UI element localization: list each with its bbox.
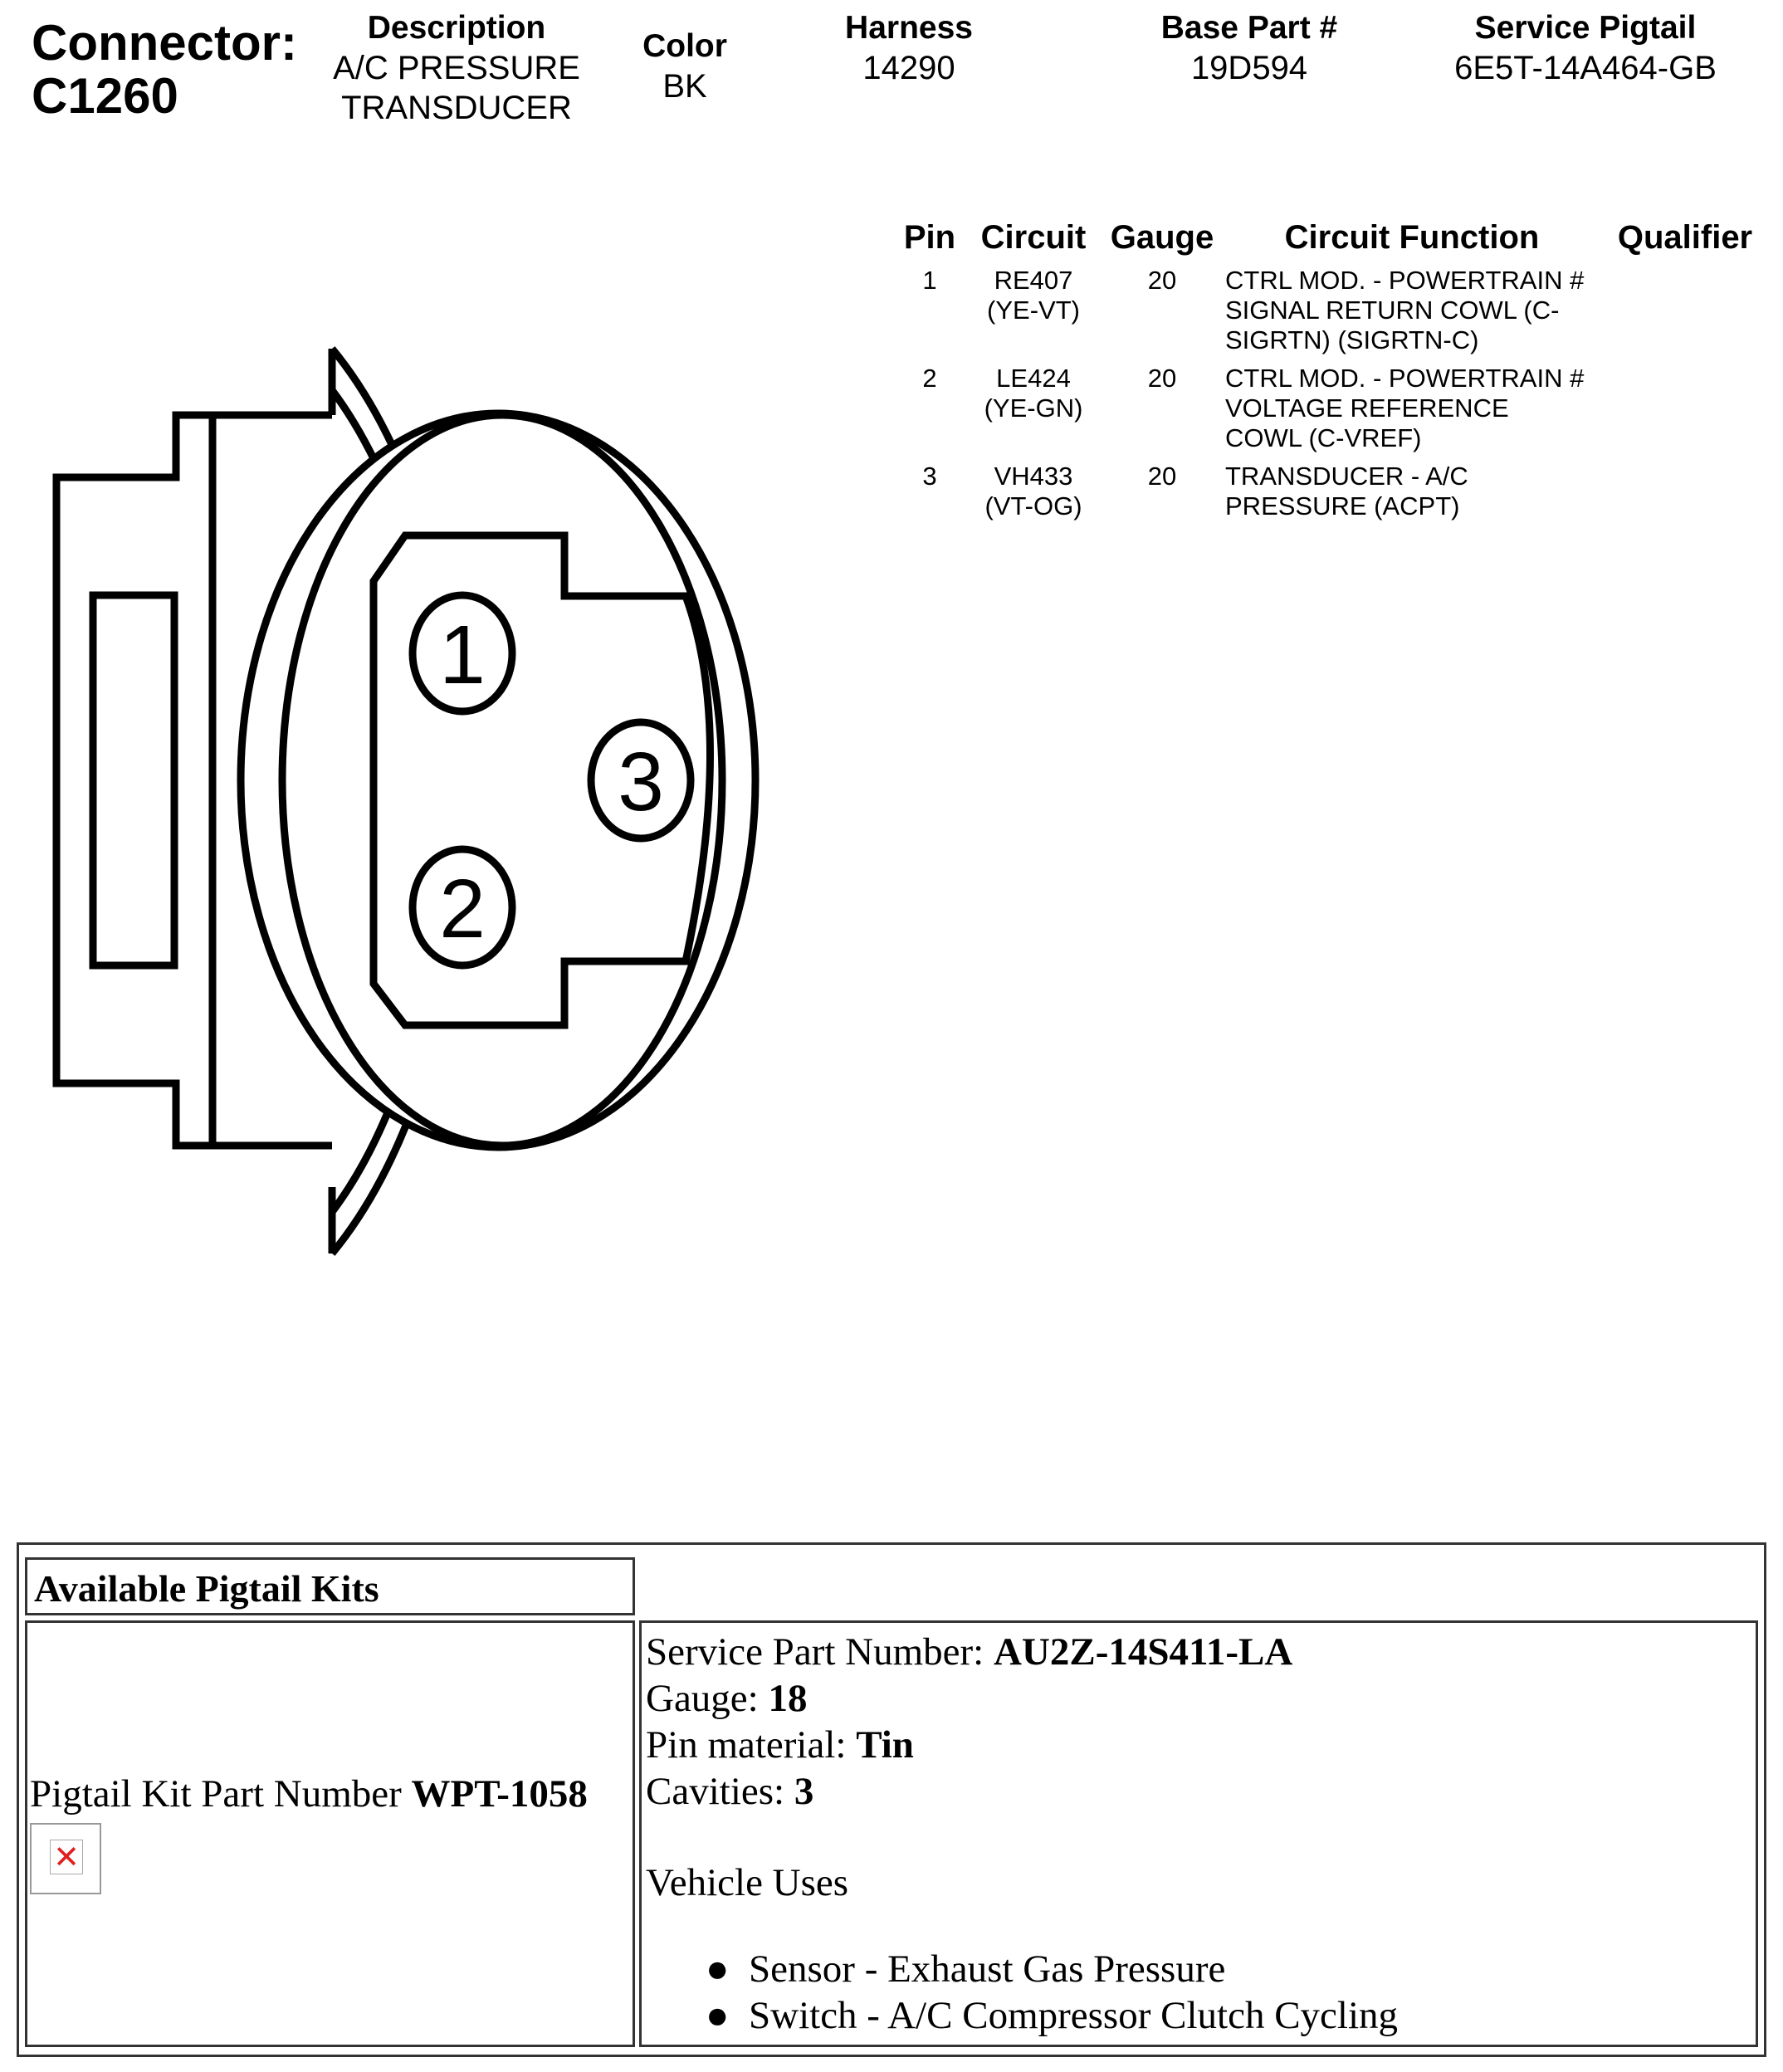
circuit-header: Circuit xyxy=(980,219,1087,256)
pin-row-3-circuit xyxy=(963,462,1104,521)
bullet-icon: ● xyxy=(706,1947,730,1991)
kit-label: Pigtail Kit Part Number xyxy=(30,1772,412,1815)
list-item: ● Switch - A/C Compressor Clutch Cycling xyxy=(706,1994,1399,2037)
description-column xyxy=(315,8,598,128)
cavities-label: Cavities: xyxy=(646,1770,794,1813)
pin-row-1-function xyxy=(1225,266,1615,355)
connector-id: C1260 xyxy=(32,68,178,124)
function-line: TRANSDUCER - A/C xyxy=(1225,462,1468,491)
function-line: CTRL MOD. - POWERTRAIN # xyxy=(1225,266,1585,295)
wire-color: (VT-OG) xyxy=(984,491,1082,520)
gauge-value: 18 xyxy=(768,1677,808,1720)
pin-row-2-function xyxy=(1225,364,1615,453)
service-pigtail-column xyxy=(1419,8,1751,88)
color-column xyxy=(614,27,755,106)
circuit-id: LE424 xyxy=(996,364,1071,393)
gauge-label: Gauge: xyxy=(646,1677,769,1720)
circuit-id: RE407 xyxy=(994,266,1073,295)
pin-row-3-function xyxy=(1225,462,1615,521)
pin-material-value: Tin xyxy=(856,1723,914,1767)
pin-material xyxy=(646,1722,914,1768)
base-part-label: Base Part # xyxy=(1160,10,1338,46)
cavity-label-1: 1 xyxy=(439,608,486,701)
bullet-icon: ● xyxy=(706,1994,730,2037)
function-line: PRESSURE (ACPT) xyxy=(1225,491,1460,520)
pin-row-3-gauge: 20 xyxy=(1147,462,1177,491)
wire-color: (YE-VT) xyxy=(987,296,1080,325)
pigtail-kit-cell xyxy=(25,1620,635,2047)
description-line-1: A/C PRESSURE xyxy=(333,50,580,86)
pin-row-3-pin: 3 xyxy=(922,462,937,491)
qualifier-header: Qualifier xyxy=(1617,219,1753,256)
function-line: CTRL MOD. - POWERTRAIN # xyxy=(1225,364,1585,393)
service-pigtail-value: 6E5T-14A464-GB xyxy=(1454,50,1717,86)
connector-label: Connector: xyxy=(32,15,297,71)
function-line: SIGNAL RETURN COWL (C- xyxy=(1225,296,1560,325)
cavities-value: 3 xyxy=(794,1770,814,1813)
pin-row-1-circuit xyxy=(963,266,1104,325)
description-label: Description xyxy=(367,10,546,46)
vehicle-uses-list xyxy=(706,1946,1398,2039)
circuit-id: VH433 xyxy=(994,462,1073,491)
wire-color: (YE-GN) xyxy=(984,393,1083,423)
function-line: COWL (C-VREF) xyxy=(1225,423,1422,452)
pigtail-kit-part-number xyxy=(30,1771,588,1816)
cavities xyxy=(646,1768,813,1815)
service-part-value: AU2Z-14S411-LA xyxy=(993,1630,1293,1674)
pin-row-1-gauge: 20 xyxy=(1147,266,1177,295)
face-outer-ring xyxy=(241,413,755,1147)
base-part-value: 19D594 xyxy=(1190,50,1308,86)
service-part-number xyxy=(646,1629,1292,1675)
latch-slot xyxy=(93,595,174,965)
circuit-function-header: Circuit Function xyxy=(1284,219,1540,256)
pin-row-1-pin: 1 xyxy=(922,266,937,295)
harness-column xyxy=(805,8,1013,88)
base-part-column xyxy=(1129,8,1370,88)
kit-number: WPT-1058 xyxy=(411,1772,588,1815)
connector-title xyxy=(32,17,297,123)
harness-value: 14290 xyxy=(862,50,955,86)
function-line: VOLTAGE REFERENCE xyxy=(1225,393,1509,423)
pin-material-label: Pin material: xyxy=(646,1723,857,1767)
description-line-2: TRANSDUCER xyxy=(341,90,572,126)
pigtail-kits-title: Available Pigtail Kits xyxy=(25,1557,635,1615)
vehicle-uses-label: Vehicle Uses xyxy=(646,1861,849,1904)
broken-image-icon: ✕ xyxy=(30,1823,101,1894)
gauge-header: Gauge xyxy=(1110,219,1214,256)
list-item: ● Sensor - Exhaust Gas Pressure xyxy=(706,1947,1226,1991)
pigtail-gauge xyxy=(646,1675,807,1722)
pin-header: Pin xyxy=(903,219,956,256)
cavity-label-2: 2 xyxy=(439,863,486,955)
color-label: Color xyxy=(642,28,727,64)
connector-face-diagram xyxy=(33,249,863,1320)
pin-row-2-pin: 2 xyxy=(922,364,937,393)
harness-label: Harness xyxy=(845,10,973,46)
service-pigtail-label: Service Pigtail xyxy=(1474,10,1697,46)
pin-row-2-circuit xyxy=(963,364,1104,423)
service-part-label: Service Part Number: xyxy=(646,1630,994,1674)
function-line: SIGRTN) (SIGRTN-C) xyxy=(1225,325,1479,354)
color-value: BK xyxy=(662,68,707,105)
pin-row-2-gauge: 20 xyxy=(1147,364,1177,393)
cavity-label-3: 3 xyxy=(618,735,664,828)
